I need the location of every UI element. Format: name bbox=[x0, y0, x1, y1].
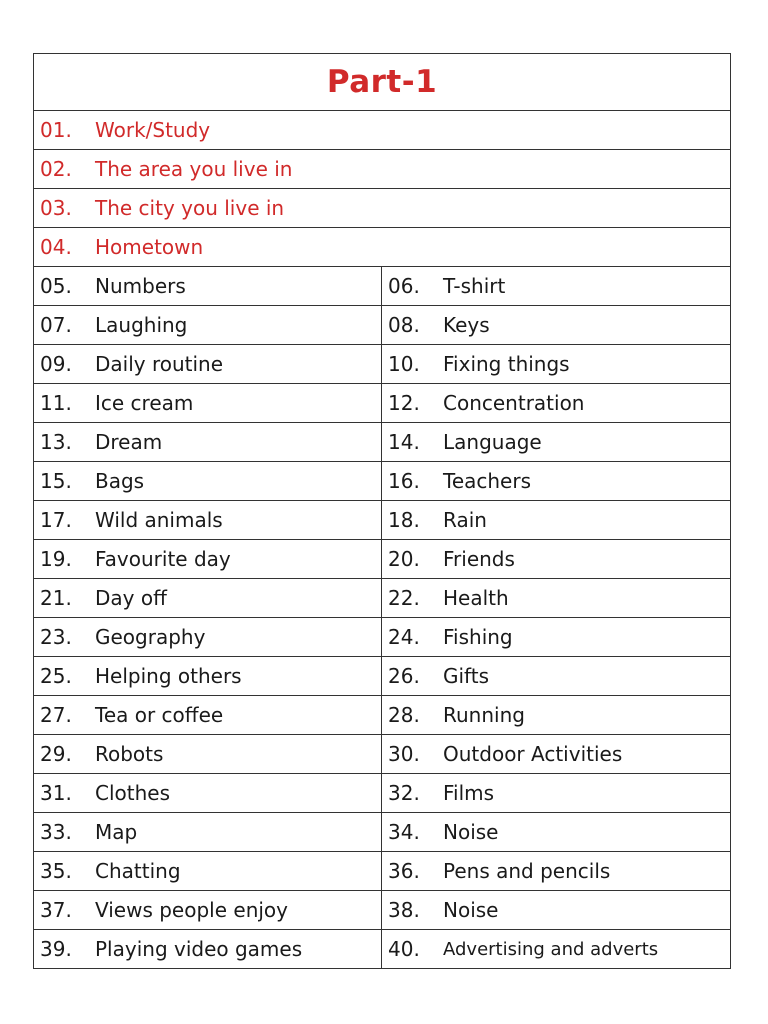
topic-cell bbox=[34, 228, 730, 266]
topic-cell bbox=[382, 852, 730, 890]
topic-label: Map bbox=[95, 820, 138, 844]
topic-label: Laughing bbox=[95, 313, 188, 337]
topic-row bbox=[34, 618, 730, 657]
topic-row bbox=[34, 579, 730, 618]
topic-cell bbox=[382, 891, 730, 929]
topic-cell bbox=[34, 384, 382, 422]
topic-label: Numbers bbox=[95, 274, 186, 298]
topic-label: Views people enjoy bbox=[95, 898, 288, 922]
topic-label: Fixing things bbox=[443, 352, 570, 376]
topic-number: 29. bbox=[40, 742, 72, 766]
topic-label: Noise bbox=[443, 820, 499, 844]
topic-label: Robots bbox=[95, 742, 164, 766]
topic-number: 15. bbox=[40, 469, 72, 493]
topic-cell bbox=[382, 384, 730, 422]
topic-cell bbox=[34, 462, 382, 500]
topic-number: 36. bbox=[388, 859, 420, 883]
topic-number: 27. bbox=[40, 703, 72, 727]
topic-cell bbox=[34, 540, 382, 578]
topic-cell bbox=[34, 618, 382, 656]
topic-row bbox=[34, 462, 730, 501]
topic-label: Friends bbox=[443, 547, 515, 571]
topic-row bbox=[34, 540, 730, 579]
topic-label: Tea or coffee bbox=[95, 703, 224, 727]
topic-cell bbox=[382, 306, 730, 344]
topic-row bbox=[34, 423, 730, 462]
topic-cell bbox=[382, 423, 730, 461]
topic-label: Running bbox=[443, 703, 525, 727]
topic-cell bbox=[382, 774, 730, 812]
topic-cell bbox=[382, 540, 730, 578]
topic-number: 17. bbox=[40, 508, 72, 532]
topic-label: Geography bbox=[95, 625, 206, 649]
topic-label: Playing video games bbox=[95, 937, 303, 961]
topic-number: 26. bbox=[388, 664, 420, 688]
topic-cell bbox=[382, 930, 730, 968]
topic-label: Work/Study bbox=[95, 118, 211, 142]
topic-number: 35. bbox=[40, 859, 72, 883]
topic-cell bbox=[382, 345, 730, 383]
topic-label: Language bbox=[443, 430, 542, 454]
topic-number: 19. bbox=[40, 547, 72, 571]
topic-cell bbox=[382, 501, 730, 539]
topic-cell bbox=[34, 579, 382, 617]
topic-cell bbox=[382, 813, 730, 851]
topic-number: 38. bbox=[388, 898, 420, 922]
topic-label: The area you live in bbox=[95, 157, 293, 181]
topic-number: 13. bbox=[40, 430, 72, 454]
topic-cell bbox=[34, 813, 382, 851]
topic-number: 30. bbox=[388, 742, 420, 766]
topic-label: Concentration bbox=[443, 391, 585, 415]
topic-table bbox=[33, 53, 731, 969]
topic-row bbox=[34, 306, 730, 345]
topic-label: Films bbox=[443, 781, 495, 805]
topic-label: Helping others bbox=[95, 664, 242, 688]
topic-number: 02. bbox=[40, 157, 72, 181]
topic-number: 33. bbox=[40, 820, 72, 844]
topic-row bbox=[34, 267, 730, 306]
topic-cell bbox=[34, 345, 382, 383]
highlighted-topic-row bbox=[34, 150, 730, 189]
highlighted-topic-row bbox=[34, 228, 730, 267]
topic-number: 39. bbox=[40, 937, 72, 961]
topic-cell bbox=[34, 930, 382, 968]
topic-number: 10. bbox=[388, 352, 420, 376]
topic-number: 09. bbox=[40, 352, 72, 376]
topic-label: Chatting bbox=[95, 859, 181, 883]
topic-label: Advertising and adverts bbox=[443, 938, 659, 960]
topic-row bbox=[34, 852, 730, 891]
topic-label: Rain bbox=[443, 508, 487, 532]
topic-label: Gifts bbox=[443, 664, 490, 688]
highlighted-topic-row bbox=[34, 111, 730, 150]
topic-row bbox=[34, 735, 730, 774]
topic-label: Clothes bbox=[95, 781, 170, 805]
topic-cell bbox=[34, 150, 730, 188]
title-row bbox=[34, 54, 730, 111]
page-title: Part-1 bbox=[326, 64, 438, 100]
topic-grid bbox=[34, 267, 730, 969]
topic-row bbox=[34, 384, 730, 423]
topic-row bbox=[34, 345, 730, 384]
topic-cell bbox=[34, 306, 382, 344]
topic-cell bbox=[34, 267, 382, 305]
topic-label: Teachers bbox=[443, 469, 531, 493]
highlighted-topic-row bbox=[34, 189, 730, 228]
topic-number: 40. bbox=[388, 937, 420, 961]
topic-label: Keys bbox=[443, 313, 490, 337]
topic-number: 28. bbox=[388, 703, 420, 727]
topic-label: The city you live in bbox=[95, 196, 285, 220]
topic-label: Bags bbox=[95, 469, 145, 493]
topic-cell bbox=[382, 657, 730, 695]
topic-number: 16. bbox=[388, 469, 420, 493]
topic-row bbox=[34, 657, 730, 696]
topic-cell bbox=[382, 696, 730, 734]
topic-row bbox=[34, 501, 730, 540]
topic-label: Ice cream bbox=[95, 391, 194, 415]
topic-cell bbox=[382, 267, 730, 305]
topic-number: 37. bbox=[40, 898, 72, 922]
topic-cell bbox=[34, 501, 382, 539]
topic-row bbox=[34, 891, 730, 930]
highlighted-topics bbox=[34, 111, 730, 267]
topic-cell bbox=[382, 735, 730, 773]
topic-cell bbox=[382, 462, 730, 500]
topic-number: 08. bbox=[388, 313, 420, 337]
topic-row bbox=[34, 813, 730, 852]
topic-number: 04. bbox=[40, 235, 72, 259]
topic-label: Fishing bbox=[443, 625, 513, 649]
topic-number: 05. bbox=[40, 274, 72, 298]
topic-number: 07. bbox=[40, 313, 72, 337]
topic-number: 34. bbox=[388, 820, 420, 844]
topic-label: Dream bbox=[95, 430, 163, 454]
topic-cell bbox=[34, 696, 382, 734]
topic-cell bbox=[34, 735, 382, 773]
topic-number: 20. bbox=[388, 547, 420, 571]
topic-label: Noise bbox=[443, 898, 499, 922]
topic-number: 11. bbox=[40, 391, 72, 415]
topic-cell bbox=[34, 852, 382, 890]
topic-row bbox=[34, 774, 730, 813]
topic-number: 21. bbox=[40, 586, 72, 610]
topic-label: Pens and pencils bbox=[443, 859, 611, 883]
topic-label: Day off bbox=[95, 586, 167, 610]
topic-number: 01. bbox=[40, 118, 72, 142]
topic-cell bbox=[34, 111, 730, 149]
topic-cell bbox=[34, 657, 382, 695]
topic-cell bbox=[34, 423, 382, 461]
topic-number: 31. bbox=[40, 781, 72, 805]
topic-number: 06. bbox=[388, 274, 420, 298]
topic-number: 14. bbox=[388, 430, 420, 454]
topic-label: Health bbox=[443, 586, 509, 610]
topic-row bbox=[34, 930, 730, 969]
topic-label: Favourite day bbox=[95, 547, 231, 571]
topic-number: 25. bbox=[40, 664, 72, 688]
topic-number: 12. bbox=[388, 391, 420, 415]
topic-number: 23. bbox=[40, 625, 72, 649]
topic-cell bbox=[382, 618, 730, 656]
topic-number: 18. bbox=[388, 508, 420, 532]
topic-label: Outdoor Activities bbox=[443, 742, 623, 766]
topic-label: Wild animals bbox=[95, 508, 223, 532]
topic-number: 32. bbox=[388, 781, 420, 805]
topic-cell bbox=[34, 774, 382, 812]
topic-cell bbox=[382, 579, 730, 617]
topic-cell bbox=[34, 189, 730, 227]
topic-row bbox=[34, 696, 730, 735]
topic-label: Hometown bbox=[95, 235, 204, 259]
topic-label: T-shirt bbox=[443, 274, 506, 298]
topic-number: 03. bbox=[40, 196, 72, 220]
topic-cell bbox=[34, 891, 382, 929]
topic-label: Daily routine bbox=[95, 352, 224, 376]
topic-number: 22. bbox=[388, 586, 420, 610]
topic-number: 24. bbox=[388, 625, 420, 649]
